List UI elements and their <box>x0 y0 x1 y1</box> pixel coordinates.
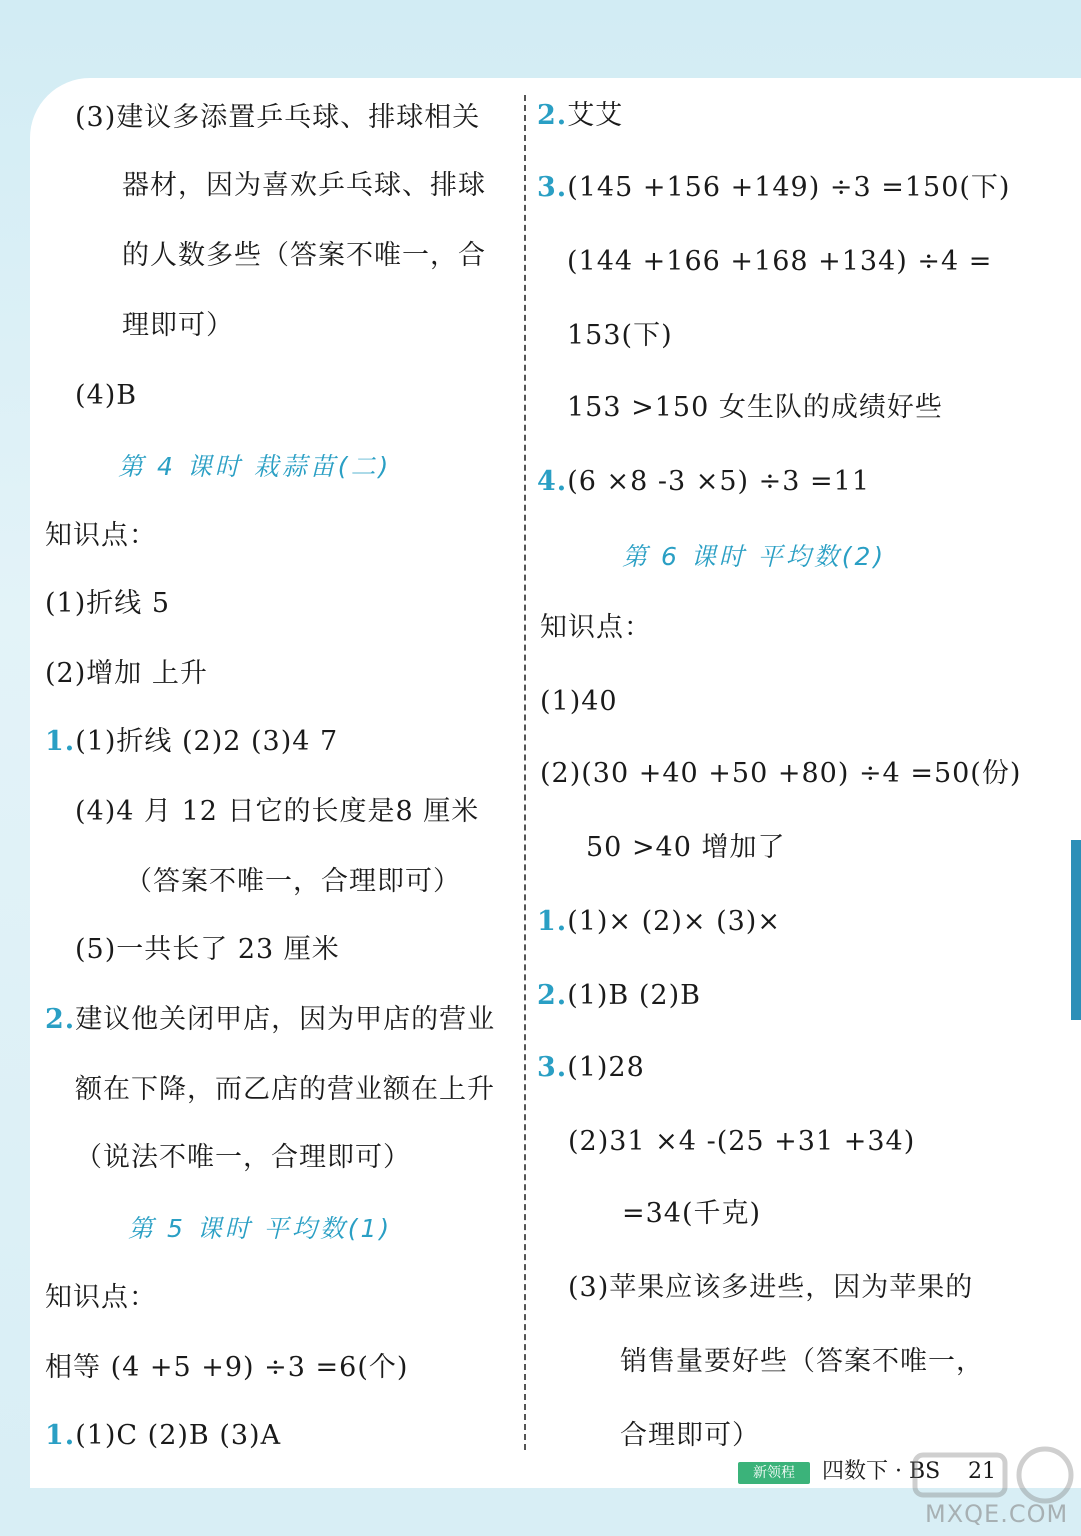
section-heading: 第 5 课时 平均数(1) <box>128 1214 393 1243</box>
answer-line <box>45 1418 281 1454</box>
answer-text: 相等 (4 +5 +9) ÷3 =6(个) <box>45 1352 409 1383</box>
answer-text: 50 >40 增加了 <box>586 832 786 863</box>
answer-line <box>622 1196 761 1232</box>
answer-text: (2)(30 +40 +50 +80) ÷4 =50(份) <box>540 758 1022 789</box>
answer-line <box>45 1002 495 1038</box>
answer-text: (1)折线 5 <box>45 588 171 619</box>
answer-line <box>567 318 673 354</box>
question-number: 2. <box>45 1004 76 1035</box>
answer-line <box>540 756 1021 792</box>
answer-text: (1)28 <box>567 1052 645 1083</box>
answer-line <box>540 684 618 720</box>
answer-line <box>75 794 479 830</box>
answer-text: 额在下降，而乙店的营业额在上升 <box>75 1074 495 1105</box>
answer-text: (5)一共长了 23 厘米 <box>75 934 340 965</box>
question-number: 1. <box>45 1420 76 1451</box>
book-subject-label: 四数下 · BS <box>822 1459 941 1484</box>
answer-text: (3)苹果应该多进些，因为苹果的 <box>568 1272 974 1303</box>
answer-text: (1)C (2)B (3)A <box>75 1420 282 1451</box>
answer-text: 器材，因为喜欢乒乓球、排球 <box>122 170 486 201</box>
answer-line <box>45 1350 408 1386</box>
answer-text: (4)B <box>75 380 138 411</box>
answer-line <box>75 1140 411 1176</box>
answer-text: (1)折线 (2)2 (3)4 7 <box>75 726 339 757</box>
answer-line <box>122 238 486 274</box>
answer-line <box>537 978 701 1014</box>
question-number: 3. <box>537 1052 568 1083</box>
answer-line <box>122 308 234 344</box>
section-heading: 第 6 课时 平均数(2) <box>622 542 887 571</box>
answer-line <box>620 1344 984 1380</box>
answer-line <box>540 610 652 646</box>
answer-line <box>567 390 943 426</box>
answer-line <box>75 932 340 968</box>
page-number: 21 <box>968 1459 996 1484</box>
answer-text: (6 ×8 -3 ×5) ÷3 =11 <box>567 466 871 497</box>
answer-text: 销售量要好些（答案不唯一， <box>620 1346 984 1377</box>
answer-text: 知识点： <box>45 520 157 551</box>
answer-line <box>568 1270 973 1306</box>
answer-text: =34(千克) <box>622 1198 762 1229</box>
question-number: 2. <box>537 980 568 1011</box>
answer-line <box>122 168 486 204</box>
answer-text: 建议他关闭甲店，因为甲店的营业 <box>75 1004 496 1035</box>
question-number: 1. <box>537 906 568 937</box>
page-edge-tab <box>1071 840 1081 1020</box>
answer-text: 的人数多些（答案不唯一，合 <box>122 240 486 271</box>
question-number: 1. <box>45 726 76 757</box>
answer-line <box>125 864 461 900</box>
answer-text: （答案不唯一，合理即可） <box>125 866 461 897</box>
answer-text: （说法不唯一，合理即可） <box>75 1142 411 1173</box>
answer-line <box>537 98 623 134</box>
answer-text: (144 +166 +168 +134) ÷4 = <box>567 246 993 277</box>
answer-text: 知识点： <box>540 612 652 643</box>
answer-text: (145 +156 +149) ÷3 =150(下) <box>567 172 1011 203</box>
answer-text: (1)40 <box>540 686 618 717</box>
answer-text: (2)增加 上升 <box>45 658 208 689</box>
answer-line <box>537 464 870 500</box>
answer-line <box>586 830 786 866</box>
answer-line <box>45 586 170 622</box>
publisher-badge: 新领程 <box>738 1462 810 1484</box>
answer-text: 153 >150 女生队的成绩好些 <box>567 392 943 423</box>
answer-line <box>45 1280 157 1316</box>
answer-text: 理即可） <box>122 310 234 341</box>
answer-line <box>537 1050 645 1086</box>
answer-line <box>620 1418 760 1454</box>
answer-line <box>568 1124 915 1160</box>
answer-line <box>537 904 781 940</box>
answer-text: (3)建议多添置乒乓球、排球相关 <box>75 102 481 133</box>
answer-line <box>45 656 208 692</box>
answer-text: (4)4 月 12 日它的长度是8 厘米 <box>75 796 480 827</box>
column-divider <box>524 95 526 1450</box>
answer-line <box>567 244 992 280</box>
answer-text: 153(下) <box>567 320 673 351</box>
section-heading: 第 4 课时 栽蒜苗(二) <box>118 452 392 481</box>
question-number: 2. <box>537 100 568 131</box>
answer-text: 知识点： <box>45 1282 157 1313</box>
answer-text: 艾艾 <box>567 100 624 131</box>
answer-line <box>537 170 1010 206</box>
answer-line <box>75 378 137 414</box>
answer-line <box>45 724 338 760</box>
question-number: 3. <box>537 172 568 203</box>
answer-text: (1)B (2)B <box>567 980 701 1011</box>
answer-text: (1)× (2)× (3)× <box>567 906 781 937</box>
watermark-text: MXQE.COM <box>925 1500 1069 1528</box>
answer-text: 合理即可） <box>620 1420 760 1451</box>
answer-text: (2)31 ×4 -(25 +31 +34) <box>568 1126 916 1157</box>
question-number: 4. <box>537 466 568 497</box>
answer-line <box>75 100 480 136</box>
answer-line <box>45 518 157 554</box>
answer-line <box>75 1072 495 1108</box>
